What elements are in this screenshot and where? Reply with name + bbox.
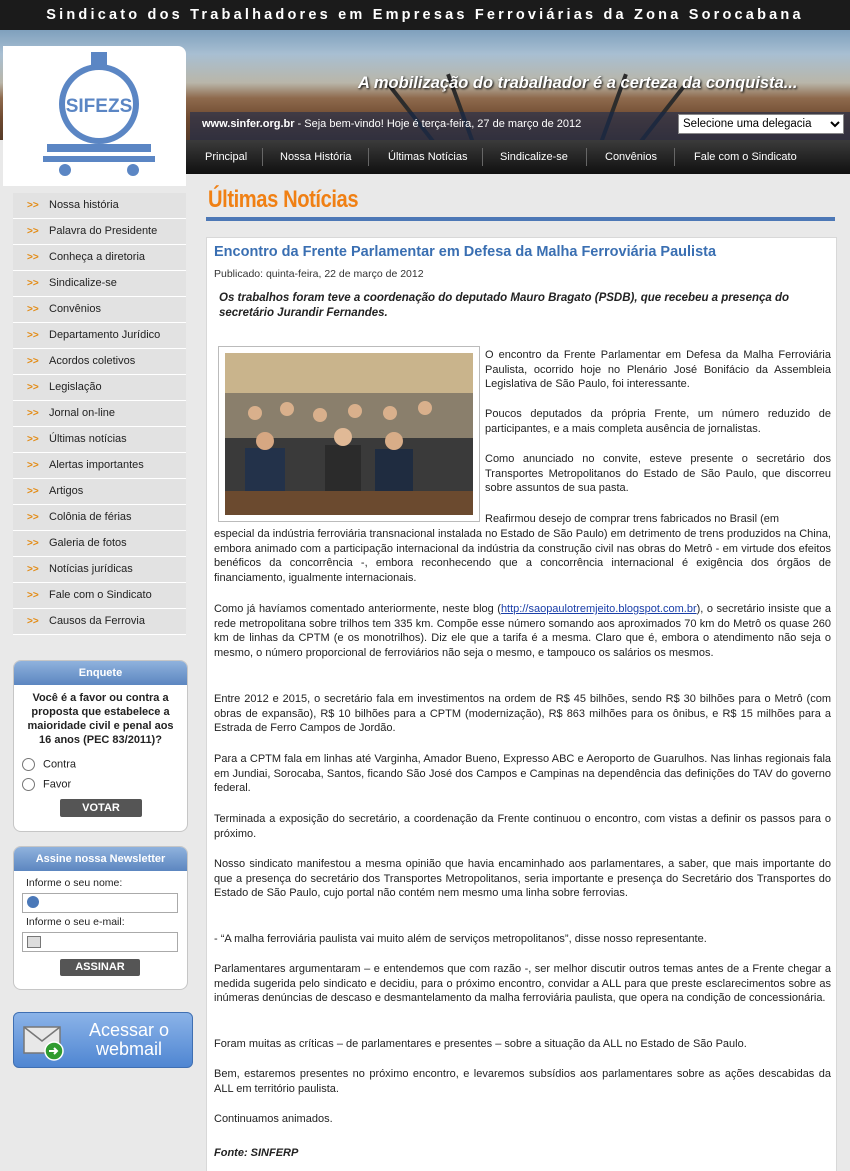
logo-wheel	[59, 164, 71, 176]
newsletter-box	[13, 846, 188, 990]
chevron-double-right-icon: >>	[27, 304, 39, 315]
logo-box[interactable]	[3, 46, 186, 186]
sidebar-item-label: Artigos	[49, 485, 84, 497]
article	[206, 237, 837, 1171]
article-paragraph: Foram muitas as críticas – de parlamentares e presentes – sobre a situação da ALL no Estado de São Paulo.	[214, 1038, 747, 1050]
site-welcome-line	[202, 118, 581, 130]
nav-ultimas-noticias[interactable]: Últimas Notícias	[388, 151, 468, 163]
sidebar-item-fale-com-o-sindicato[interactable]	[13, 583, 186, 609]
page-title: Últimas Notícias	[208, 186, 359, 213]
sidebar-item-legislacao[interactable]	[13, 375, 186, 401]
webmail-label-line1: Acessar o	[88, 1020, 170, 1040]
article-paragraph: Bem, estaremos presentes no próximo encontro, e levaremos subsídios aos parlamentares sobre as ações descabidas da ALL em território paulista.	[214, 1068, 831, 1095]
poll-box	[13, 660, 188, 832]
article-photo-frame	[218, 346, 480, 522]
article-paragraph: Continuamos animados.	[214, 1113, 333, 1125]
sidebar-item-ultimas-noticias[interactable]	[13, 427, 186, 453]
article-paragraph: O encontro da Frente Parlamentar em Defesa da Malha Ferroviária Paulista, ocorrido hoje no Plenário José Bonifácio da Assembleia Legislativa de São Paulo, foi interessante.	[485, 349, 831, 390]
sidebar-item-label: Sindicalize-se	[49, 277, 117, 289]
welcome-date: - Seja bem-vindo! Hoje é terça-feira, 27 de março de 2012	[294, 118, 582, 130]
sidebar-item-conheca-a-diretoria[interactable]	[13, 245, 186, 271]
article-paragraph: Poucos deputados da própria Frente, um número reduzido de participantes, e a mais completa ausência de jornalistas.	[485, 408, 831, 435]
sidebar-item-artigos[interactable]	[13, 479, 186, 505]
banner-slogan: A mobilização do trabalhador é a certeza da conquista...	[358, 74, 798, 92]
chevron-double-right-icon: >>	[27, 460, 39, 471]
article-paragraph: Reafirmou desejo de comprar trens fabricados no Brasil (em	[485, 513, 780, 525]
sidebar-item-colonia-de-ferias[interactable]	[13, 505, 186, 531]
chevron-double-right-icon: >>	[27, 356, 39, 367]
logo-wheel	[127, 164, 139, 176]
blog-link[interactable]: http://saopaulotremjeito.blogspot.com.br	[500, 603, 697, 615]
sidebar-item-alertas-importantes[interactable]	[13, 453, 186, 479]
article-paragraph: Nosso sindicato manifestou a mesma opinião que havia encaminhado aos parlamentares, a saber, que mais importante do que a presença do secretário dos Transportes Metropolitanos, seria importante e presença do Secretário dos Transportes do Estado de São Paulo, cujo portal não contém nem mesmo uma linha sobre ferrovias.	[214, 858, 831, 899]
webmail-label	[74, 1021, 184, 1059]
sidebar-item-label: Últimas notícias	[49, 433, 127, 445]
article-paragraph	[214, 602, 831, 660]
nav-convenios[interactable]: Convênios	[605, 151, 657, 163]
sidebar-item-galeria-de-fotos[interactable]	[13, 531, 186, 557]
sidebar-item-label: Fale com o Sindicato	[49, 589, 152, 601]
vote-button[interactable]: VOTAR	[60, 799, 142, 817]
chevron-double-right-icon: >>	[27, 564, 39, 575]
chevron-double-right-icon: >>	[27, 278, 39, 289]
article-paragraph: especial da indústria ferroviária transnacional instalada no Estado de São Paulo) em detrimento de trens produzidos na China, embora animado com a participação internacional da indústria da construção civil nas obras do Metrô - em virtude dos efeitos benéficos da concorrência -, embora reconhecendo que a concorrência internacional é exigência dos órgãos de financiamento, igualmente internacionais.	[214, 528, 831, 584]
nav-nossa-historia[interactable]: Nossa História	[280, 151, 352, 163]
poll-radio-favor[interactable]	[22, 778, 35, 791]
chevron-double-right-icon: >>	[27, 226, 39, 237]
site-title: Sindicato dos Trabalhadores em Empresas Ferroviárias da Zona Sorocabana	[46, 7, 804, 23]
chevron-double-right-icon: >>	[27, 330, 39, 341]
chevron-double-right-icon: >>	[27, 486, 39, 497]
newsletter-name-input[interactable]	[22, 893, 178, 913]
sidebar-item-label: Colônia de férias	[49, 511, 132, 523]
sidebar-item-acordos-coletivos[interactable]	[13, 349, 186, 375]
nav-principal[interactable]: Principal	[205, 151, 248, 163]
sidebar-item-departamento-juridico[interactable]	[13, 323, 186, 349]
poll-header: Enquete	[14, 661, 187, 685]
article-text: ), o secretário insiste que a rede metropolitana sobre trilhos tem 335 km. Compõe esse número somando aos aproximados 70 km do Metrô os quase 260 km de linhas da CPTM (e os monotrilhos). Diz ele que a tarifa é a mesma. Claro que é, embora o atendimento não seja o mesmo, o número proporcional de ferroviários não seja o mesmo, e tampouco os salários os mesmos.	[214, 603, 831, 659]
newsletter-email-label: Informe o seu e-mail:	[26, 916, 125, 928]
article-title[interactable]: Encontro da Frente Parlamentar em Defesa da Malha Ferroviária Paulista	[214, 244, 717, 260]
sidebar-item-label: Acordos coletivos	[49, 355, 136, 367]
envelope-arrow-icon	[22, 1023, 68, 1061]
main-nav	[186, 140, 850, 174]
site-url[interactable]: www.sinfer.org.br	[202, 118, 295, 130]
sidebar-item-label: Convênios	[49, 303, 101, 315]
chevron-double-right-icon: >>	[27, 382, 39, 393]
chevron-double-right-icon: >>	[27, 512, 39, 523]
poll-option-label: Contra	[43, 758, 77, 771]
poll-radio-contra[interactable]	[22, 758, 35, 771]
article-paragraph: Para a CPTM fala em linhas até Varginha, Amador Bueno, Expresso ABC e Aeroporto de Guarulhos. Nas linhas regionais fala em Jundiai, Sorocaba, Santos, ficando São José dos Campos e Campinas na dependência das definições do TAV do governo federal.	[214, 753, 831, 794]
chevron-double-right-icon: >>	[27, 616, 39, 627]
article-text: Como já havíamos comentado anteriormente, neste blog (	[214, 603, 501, 615]
sidebar-item-label: Alertas importantes	[49, 459, 144, 471]
poll-question: Você é a favor ou contra a proposta que estabelece a maioridade civil e penal aos 16 anos (PEC 83/2011)?	[27, 692, 174, 746]
poll-option-contra[interactable]	[22, 758, 76, 771]
sidebar-item-label: Departamento Jurídico	[49, 329, 161, 341]
chevron-double-right-icon: >>	[27, 590, 39, 601]
sidebar-item-causos-da-ferrovia[interactable]	[13, 609, 186, 635]
meeting-photo-illustration	[225, 353, 473, 515]
delegacia-select[interactable]	[678, 114, 844, 134]
sidebar-item-jornal-on-line[interactable]	[13, 401, 186, 427]
user-icon	[27, 896, 39, 908]
sidebar-item-sindicalize-se[interactable]	[13, 271, 186, 297]
envelope-icon	[27, 936, 41, 948]
article-photo	[225, 353, 473, 515]
article-lead: Os trabalhos foram teve a coordenação do deputado Mauro Bragato (PSDB), que recebeu a presença do secretário Jurandir Fernandes.	[219, 292, 790, 319]
sidebar-item-label: Notícias jurídicas	[49, 563, 133, 575]
article-paragraph: Parlamentares argumentaram – e entendemos que com razão -, ser melhor discutir outros temas antes de a Frente chegar a medida sugerida pelo sindicato e decidiu, para o próximo encontro, convidar a ALL para que preste esclarecimentos sobre as inúmeras denúncias de descaso e desmantelamento da malha ferroviária paulista, que opera na condição de concessionária.	[214, 963, 831, 1004]
subscribe-button[interactable]: ASSINAR	[60, 959, 140, 976]
sidebar-item-label: Causos da Ferrovia	[49, 615, 145, 627]
poll-option-favor[interactable]	[22, 778, 71, 791]
chevron-double-right-icon: >>	[27, 434, 39, 445]
logo-text: SIFEZS	[65, 96, 133, 117]
article-paragraph: Entre 2012 e 2015, o secretário fala em investimentos na ordem de R$ 45 bilhões, sendo R$ 30 bilhões para o Metrô (com obras de expansão), R$ 10 bilhões para a CPTM (modernização), R$ 863 milhões para os ônibus, e R$ 15 milhões para a Estrada de Ferro Campos de Jordão.	[214, 693, 831, 734]
sidebar-item-label: Conheça a diretoria	[49, 251, 146, 263]
nav-separator	[262, 148, 263, 166]
sidebar-item-noticias-juridicas[interactable]	[13, 557, 186, 583]
logo-base	[47, 144, 151, 152]
newsletter-name-label: Informe o seu nome:	[26, 877, 123, 889]
logo-track	[43, 156, 155, 162]
logo-chimney	[91, 52, 107, 66]
article-published-date: Publicado: quinta-feira, 22 de março de 2012	[214, 268, 424, 280]
newsletter-email-input[interactable]	[22, 932, 178, 952]
sidebar-item-label: Palavra do Presidente	[49, 225, 158, 237]
nav-separator	[674, 148, 675, 166]
nav-sindicalize-se[interactable]: Sindicalize-se	[500, 151, 568, 163]
sidebar-item-label: Nossa história	[49, 199, 119, 211]
sidebar-item-label: Galeria de fotos	[49, 537, 127, 549]
article-paragraph: - “A malha ferroviária paulista vai muito além de serviços metropolitanos”, disse nosso representante.	[214, 933, 707, 945]
sidebar-item-convenios[interactable]	[13, 297, 186, 323]
nav-separator	[368, 148, 369, 166]
sidebar-menu	[13, 193, 186, 635]
webmail-label-line2: webmail	[95, 1039, 163, 1059]
chevron-double-right-icon: >>	[27, 408, 39, 419]
title-divider	[206, 217, 835, 221]
sifezs-logo	[3, 46, 186, 186]
sidebar-item-nossa-historia[interactable]	[13, 193, 186, 219]
site-title-bar	[0, 0, 850, 30]
sidebar-item-palavra-do-presidente[interactable]	[13, 219, 186, 245]
sidebar-item-label: Legislação	[49, 381, 102, 393]
article-paragraph: Como anunciado no convite, esteve presente o secretário dos Transportes Metropolitanos do Estado de São Paulo, que discorreu sobre assuntos de sua pasta.	[485, 453, 831, 494]
article-paragraph: Terminada a exposição do secretário, a coordenação da Frente continuou o encontro, com vistas a definir os passos para o próximo.	[214, 813, 831, 840]
newsletter-header: Assine nossa Newsletter	[14, 847, 187, 871]
nav-fale-com-o-sindicato[interactable]: Fale com o Sindicato	[694, 151, 797, 163]
webmail-button[interactable]	[13, 1012, 193, 1068]
chevron-double-right-icon: >>	[27, 252, 39, 263]
nav-separator	[586, 148, 587, 166]
chevron-double-right-icon: >>	[27, 200, 39, 211]
article-source: Fonte: SINFERP	[214, 1147, 299, 1159]
chevron-double-right-icon: >>	[27, 538, 39, 549]
nav-separator	[482, 148, 483, 166]
poll-option-label: Favor	[43, 778, 72, 791]
sidebar-item-label: Jornal on-line	[49, 407, 116, 419]
